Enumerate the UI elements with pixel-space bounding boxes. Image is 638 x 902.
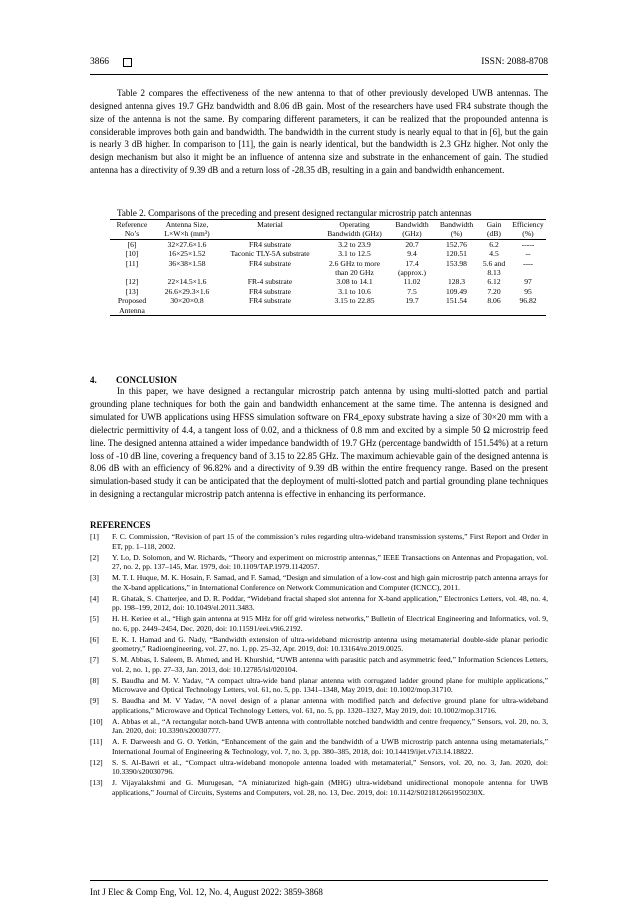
table-header-cell: L×W×h (mm³): [164, 229, 210, 239]
table-row: [110, 287, 546, 296]
reference-text: S. M. Abbas, I. Saleem, B. Ahmed, and H. Khurshid, “UWB antenna with parasitic patch and asymmetric feed,” Information Sciences Letters, vol. 2, no. 1, pp. 27–33, Jan. 2013, doi: 10.12785/isl/020104.: [112, 655, 548, 674]
table-cell: than 20 GHz: [335, 268, 374, 278]
table-cell: [435, 306, 478, 316]
table-cell: 3.2 to 23.9: [320, 239, 389, 249]
reference-text: E. K. I. Hamad and G. Nady, “Bandwidth extension of ultra-wideband microstrip antenna using metamaterial double-side planar periodic geometry,” Radioengineering, vol. 27, no. 1, pp. 25–32, Apr. 2019, doi: 10.13164/re.2019.0025.: [112, 634, 548, 654]
table-cell: [389, 306, 435, 316]
reference-text: M. T. I. Huque, M. K. Hosain, F. Samad, and F. Samad, “Design and simulation of a low-cost and high gain microstrip patch antenna arrays for the X-band applications,” in International Conference on Network Communication and Computer (ICNCC), 2011.: [112, 573, 548, 592]
page-footer: Int J Elec & Comp Eng, Vol. 12, No. 4, August 2022: 3859-3868: [90, 887, 323, 897]
table-cell: [320, 306, 389, 316]
reference-item: [90, 778, 548, 797]
table-cell: 4.5: [489, 249, 499, 259]
table-header-row: [110, 229, 546, 239]
table-header-cell: Efficiency: [510, 220, 546, 230]
table-cell: [510, 268, 546, 277]
table-header-cell: Gain: [478, 220, 510, 230]
table-cell: 128.3: [447, 277, 466, 287]
table-cell: 16×25×1.52: [168, 249, 206, 259]
reference-item: [90, 717, 548, 736]
table-row: [110, 296, 546, 305]
table-cell: 95: [524, 286, 532, 296]
table-cell: [6]: [110, 239, 154, 249]
table-cell: [154, 306, 220, 316]
section-heading: [90, 375, 177, 385]
reference-text: S. Baudha and M. V Yadav, “A novel design of a planar antenna with modified patch and defective ground plane for ultra-wideband applications,” Microwave and Optical Technology Letters, vol. 61, no. 5, pp. 1320–1327, May 2019, doi: 10.1002/mop.31716.: [112, 696, 548, 715]
reference-number: [2]: [90, 552, 99, 562]
reference-item: [90, 573, 548, 592]
table-cell: Proposed: [117, 296, 147, 306]
table-row: [110, 268, 546, 277]
table-cell: 109.49: [446, 286, 467, 296]
table-row: [110, 239, 546, 249]
reference-text: R. Ghatak, S. Chatterjee, and D. R. Poddar, “Wideband fractal shaped slot antenna for X-band application,” Electronics Letters, vol. 48, no. 4, pp. 198–199, 2012, doi: 10.1049/el.2011.3483.: [112, 593, 548, 613]
table-cell: 153.98: [446, 258, 467, 268]
table-cell: 32×27.6×1.6: [154, 239, 220, 249]
table-row: [110, 306, 546, 316]
table-cell: --: [525, 249, 531, 259]
table-cell: [11]: [125, 258, 139, 268]
table-cell: 8.13: [487, 268, 501, 278]
table-cell: 36×38×1.58: [168, 258, 206, 268]
reference-text: A. F. Darweesh and G. O. Yetkin, “Enhancement of the gain and the bandwidth of a UWB microstrip patch antenna using metamaterials,” International Journal of Engineering & Technology, vol. 7, no. 3, pp. 380–385, 2018, doi: 10.14419/ijet.v7i3.14.18822.: [112, 737, 548, 756]
table-cell: 3.15 to 22.85: [334, 296, 375, 306]
reference-list: [90, 532, 548, 799]
footer-rule: [90, 880, 548, 881]
header-rule: [90, 74, 548, 75]
table-caption: Table 2. Comparisons of the preceding and present designed rectangular microstrip patch antennas: [117, 208, 472, 218]
reference-item: [90, 614, 548, 633]
table-cell: [13]: [125, 286, 139, 296]
table-cell: -----: [510, 239, 546, 249]
table-header-cell: (%): [450, 229, 463, 239]
table-cell: [220, 268, 320, 277]
table-cell: 8.06: [487, 296, 501, 306]
reference-text: S. S. Al-Bawri et al., “Compact ultra-wideband monopole antenna loaded with metamaterial,” Sensors, vol. 20, no. 3, Jan. 2020, doi: 10.3390/s20030796.: [112, 757, 548, 777]
table-cell: 152.76: [435, 239, 478, 249]
section-number: 4.: [90, 375, 97, 385]
table-cell: [478, 306, 510, 316]
table-cell: 11.02: [403, 277, 421, 287]
page-header: [90, 57, 548, 73]
references-heading: REFERENCES: [90, 520, 151, 530]
reference-number: [5]: [90, 614, 99, 623]
table-cell: [220, 306, 320, 316]
table-cell: [510, 306, 546, 316]
reference-number: [10]: [90, 716, 103, 726]
table-cell: 7.20: [487, 286, 501, 296]
table-cell: 7.5: [407, 286, 417, 296]
reference-item: [90, 635, 548, 654]
section-title: CONCLUSION: [116, 375, 178, 385]
reference-number: [7]: [90, 655, 99, 664]
table-cell: FR4 substrate: [249, 286, 291, 296]
reference-text: A. Abbas et al., “A rectangular notch-band UWB antenna with controllable notched bandwidth and centre frequency,” Sensors, vol. 20, no. 3, Jan. 2020, doi: 10.3390/s20030777.: [112, 716, 548, 736]
table-cell: ----: [522, 258, 534, 268]
table-cell: FR4 substrate: [249, 296, 291, 306]
comparison-table: [110, 219, 546, 316]
page-number: 3866: [90, 57, 109, 67]
reference-text: H. H. Keriee et al., “High gain antenna at 915 MHz for off grid wireless networks,” Bulletin of Electrical Engineering and Informatics, vol. 9, no. 6, pp. 2449–2454, Dec. 2020, doi: 10.11591/eei.v9i6.2192.: [112, 614, 548, 633]
table-header-cell: Operating: [320, 220, 389, 230]
table-header-cell: Reference: [110, 220, 154, 230]
table-header-row: [110, 220, 546, 230]
reference-text: Y. Lo, D. Solomon, and W. Richards, “Theory and experiment on microstrip antennas,” IEEE Transactions on Antennas and Propagation, vol. 27, no. 2, pp. 137–145, Mar. 1979, doi: 10.1109/TAP.1979.1142057.: [112, 552, 548, 572]
table-header-cell: Bandwidth: [435, 220, 478, 230]
reference-item: [90, 655, 548, 674]
table-header-cell: Antenna Size,: [154, 220, 220, 230]
table-cell: 6.12: [487, 277, 501, 287]
table-header-cell: Bandwidth: [389, 220, 435, 230]
table-cell: 19.7: [405, 296, 419, 306]
table-cell: 120.51: [446, 249, 467, 259]
table-cell: 6.2: [478, 239, 510, 249]
reference-item: [90, 758, 548, 777]
reference-number: [11]: [90, 737, 103, 746]
table-cell: 3.1 to 12.5: [338, 249, 371, 259]
reference-text: F. C. Commission, “Revision of part 15 of the commission’s rules regarding ultra-wideband transmission systems,” First Report and Order in ET, pp. 1–118, 2002.: [112, 532, 548, 551]
conclusion-paragraph: [90, 385, 548, 501]
reference-item: [90, 553, 548, 572]
table-header-cell: (%): [522, 229, 534, 239]
table-header-cell: No’s: [124, 229, 140, 239]
table-cell: 151.54: [446, 296, 467, 306]
table-cell: [154, 268, 220, 277]
table-header-cell: [220, 229, 320, 239]
table-cell: Antenna: [110, 306, 154, 316]
table-cell: 97: [524, 277, 532, 287]
table-cell: [10]: [125, 249, 139, 259]
reference-number: [3]: [90, 573, 99, 582]
reference-number: [12]: [90, 757, 103, 767]
intro-text: Table 2 compares the effectiveness of the new antenna to that of other previously developed UWB antennas. The designed antenna gives 19.7 GHz bandwidth and 8.06 dB gain. Most of the researchers have used FR4 substrate though the size of the antenna is not the same. By comparing different parameters, it can be realized that the propounded antenna is considerable improves both gain and bandwidth. The bandwidth in the current study is nearly equal to that in [6], but the gain is nearly 3 dB higher. In comparison to [11], the gain is nearly identical, but the bandwidth is 2.3 GHz higher. Not only the design mechanism but also it might be an influence of antenna size and substrate in the enhancement of gain. The studied antenna has a directivity of 9.39 dB and a return loss of -28.35 dB, resulting in a gain and bandwidth enhancement.: [90, 88, 548, 176]
table-header-cell: (dB): [487, 229, 501, 239]
table-cell: 30×20×0.8: [170, 296, 204, 306]
reference-number: [13]: [90, 778, 103, 787]
table-cell: 9.4: [407, 249, 417, 259]
reference-number: [1]: [90, 532, 99, 541]
table-cell: 2.6 GHz to more: [328, 258, 381, 268]
table-header-cell: Material: [220, 220, 320, 230]
table-cell: 22×14.5×1.6: [167, 277, 207, 287]
square-icon: [123, 58, 132, 67]
intro-paragraph: [90, 87, 548, 177]
table-cell: 3.1 to 10.6: [338, 286, 371, 296]
reference-number: [8]: [90, 675, 99, 685]
reference-item: [90, 532, 548, 551]
table-row: [110, 249, 546, 258]
table-row: [110, 277, 546, 286]
table-cell: 5.6 and: [482, 258, 506, 268]
table-cell: [12]: [125, 277, 139, 287]
reference-text: J. Vijayalakshmi and G. Murugesan, “A miniaturized high-gain (MHG) ultra-wideband unidirectional monopole antenna for UWB applications,” Journal of Circuits, Systems and Computers, vol. 28, no. 13, Dec. 2019, doi: 10.1142/S021812661950230X.: [112, 778, 548, 797]
table-header-cell: (GHz): [402, 229, 422, 239]
table-cell: Taconic TLY-5A substrate: [230, 249, 310, 259]
table-cell: 17.4: [405, 258, 419, 268]
reference-number: [9]: [90, 696, 99, 705]
table-cell: 3.08 to 14.1: [336, 277, 373, 287]
issn: ISSN: 2088-8708: [481, 57, 548, 67]
conclusion-text: In this paper, we have designed a rectangular microstrip patch antenna by using multi-slotted patch and partial grounding plane techniques for both the gain and bandwidth enhancement at the same time. The antenna is designed and simulated for UWB applications using HFSS simulation software on FR4_epoxy substrate having a size of 30×20 mm with a dielectric permittivity of 4.4, a tangent loss of 0.02, and a thickness of 0.8 mm and excited by a simple 50 Ω microstrip feed line. The designed antenna attained a wider impedance bandwidth of 19.7 GHz (percentage bandwidth of 151.54%) at a return loss of -10 dB line, covering a frequency band of 3.15 to 22.85 GHz. The maximum achievable gain of the designed antenna is 8.06 dB with an efficiency of 96.82% and a directivity of 9.39 dB within the entire frequency range. Based on the present simulation-based study it can be anticipated that the deployment of multi-slotted patch and partial grounding plane techniques in designing a rectangular microstrip patch antenna is effective in enhancing its performance.: [90, 386, 548, 500]
table-cell: 26.6×29.3×1.6: [164, 286, 210, 296]
reference-item: [90, 676, 548, 695]
table-cell: 20.7: [389, 239, 435, 249]
table-cell: FR4 substrate: [220, 239, 320, 249]
reference-number: [4]: [90, 593, 99, 603]
table-cell: 96.82: [519, 296, 537, 306]
table-cell: FR-4 substrate: [247, 277, 293, 287]
reference-number: [6]: [90, 634, 99, 644]
table-cell: FR4 substrate: [249, 258, 291, 268]
table-cell: [110, 268, 154, 277]
table-cell: (approx.): [397, 268, 427, 278]
table-header-cell: Bandwidth (GHz): [327, 229, 382, 239]
table-row: [110, 259, 546, 268]
reference-text: S. Baudha and M. V. Yadav, “A compact ultra-wide band planar antenna with corrugated ladder ground plane for multiple applications,” Microwave and Optical Technology Letters, vol. 61, no. 5, pp. 1341–1348, May 2019, doi: 10.1002/mop.31710.: [112, 675, 548, 695]
reference-item: [90, 594, 548, 613]
reference-item: [90, 696, 548, 715]
table-cell: [435, 268, 478, 277]
reference-item: [90, 737, 548, 756]
